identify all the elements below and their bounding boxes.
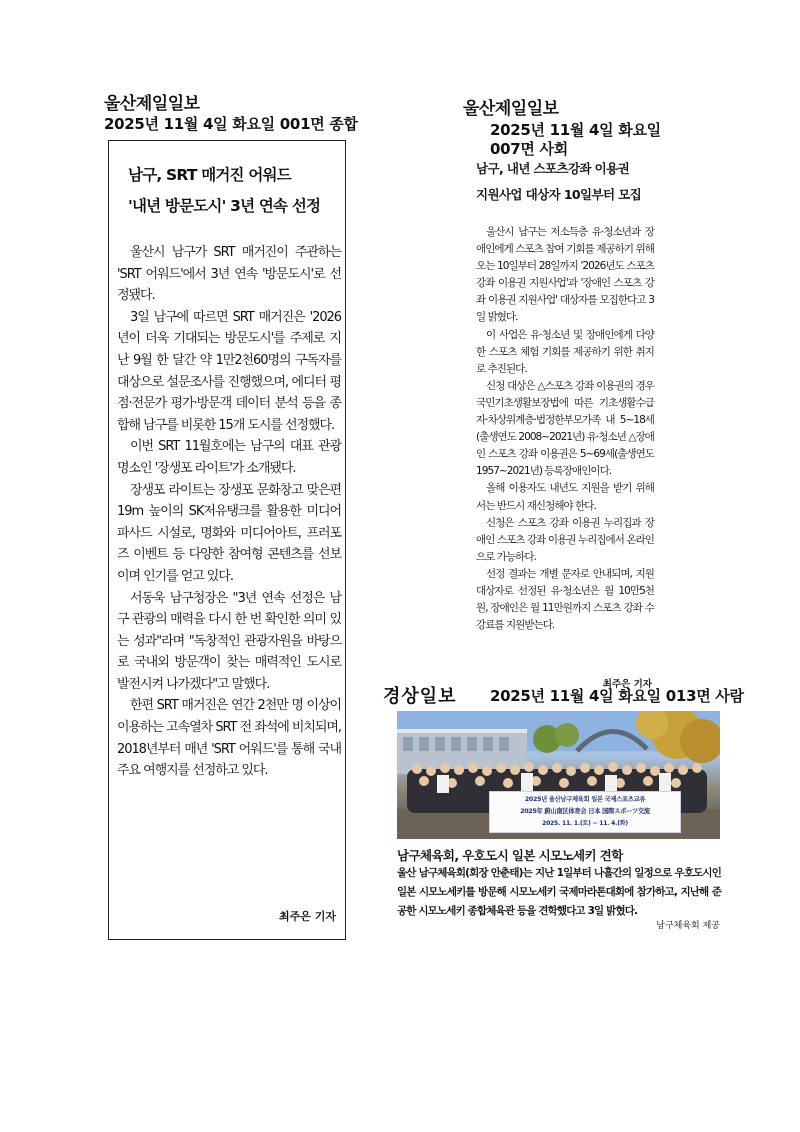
right-top-paragraph: 이 사업은 유·청소년 및 장애인에게 다양한 스포츠 체험 기회를 제공하기 위한 취지로 추진된다. — [476, 328, 654, 375]
event-banner — [489, 791, 681, 833]
left-paragraph: 이번 SRT 11월호에는 남구의 대표 관광 명소인 '장생포 라이트'가 소개됐다. — [117, 439, 341, 476]
left-paper-name: 울산제일일보 — [104, 94, 200, 114]
photo-caption: 남구체육회, 우호도시 일본 시모노세키 견학 — [397, 848, 623, 863]
left-paragraph: 울산시 남구가 SRT 매거진이 주관하는 'SRT 어워드'에서 3년 연속 '방문도시'로 선정됐다. — [117, 245, 341, 304]
left-paragraph: 한편 SRT 매거진은 연간 2천만 명 이상이 이용하는 고속열차 SRT 전 좌석에 비치되며, 2018년부터 매년 'SRT 어워드'를 통해 국내 주요 여행지를 선정하고 있다. — [117, 698, 341, 779]
right-top-paragraph: 신청은 스포츠 강좌 이용권 누리집과 장애인 스포츠 강좌 이용권 누리집에서 온라인으로 가능하다. — [476, 516, 654, 563]
right-top-paragraph: 선정 결과는 개별 문자로 안내되며, 지원대상자로 선정된 유·청소년은 월 10만5천원, 장애인은 월 11만원까지 스포츠 강좌 수강료를 지원받는다. — [476, 567, 654, 632]
right-bottom-paper-logo: 경상일보 — [383, 686, 457, 707]
left-article-body — [117, 242, 341, 782]
photo-article-body: 울산 남구체육회(회장 안춘태)는 지난 1일부터 나흘간의 일정으로 우호도시인 일본 시모노세키를 방문해 시모노세키 국제마라톤대회에 참가하고, 지난해 준공한 시모노세키 종합체육관 등을 견학했다고 3일 밝혔다. — [397, 867, 721, 917]
right-top-article-body — [476, 224, 654, 634]
left-paragraph: 서동욱 남구청장은 "3년 연속 선정은 남구 관광의 매력을 다시 한 번 확인한 의미 있는 성과"라며 "독창적인 관광자원을 바탕으로 국내외 방문객이 찾는 매력적인 도시로 발전시켜 나가겠다"고 말했다. — [117, 590, 341, 692]
left-headline — [128, 160, 343, 222]
left-dateline: 2025년 11월 4일 화요일 001면 종합 — [104, 115, 358, 133]
event-banner-line: 2025년 울산남구체육회 일본 국제스포츠교류 — [524, 796, 646, 803]
photo-credit: 남구체육회 제공 — [656, 921, 720, 931]
right-top-dateline-2: 007면 사회 — [490, 140, 568, 158]
right-top-headline-line: 지원사업 대상자 10일부터 모집 — [476, 187, 642, 202]
right-top-paragraph: 신청 대상은 △스포츠 강좌 이용권의 경우 국민기초생활보장법에 따른 기초생활수급자·차상위계층·법정한부모가족 내 5~18세(출생연도 2008~2021년) 유·청소년 △장애인 스포츠 강좌 이용권은 5~69세(출생연도 1957~2021년) 등록장애인이다. — [476, 379, 654, 478]
left-paragraph: 3일 남구에 따르면 SRT 매거진은 '2026년이 더욱 기대되는 방문도시'를 주제로 지난 9월 한 달간 약 1만2천60명의 구독자를 대상으로 설문조사를 진행했으며, 에디터 평점·전문가 평가·방문객 데이터 분석 등을 종합해 남구를 비롯한 15개 도시를 선정했다. — [117, 309, 341, 433]
left-headline-line: '내년 방문도시' 3년 연속 선정 — [128, 197, 321, 215]
left-paragraph: 장생포 라이트는 장생포 문화창고 맞은편 19m 높이의 SK저유탱크를 활용한 미디어파사드 시설로, 명화와 미디어아트, 프러포즈 이벤트 등 다양한 참여형 콘텐츠를 선보이며 인기를 얻고 있다. — [117, 482, 341, 584]
right-top-paper-name: 울산제일일보 — [463, 99, 559, 119]
right-bottom-dateline: 2025년 11월 4일 화요일 013면 사람 — [490, 687, 744, 705]
right-top-dateline-1: 2025년 11월 4일 화요일 — [490, 121, 661, 139]
event-banner-line: 2025. 11. 1.(토) ~ 11. 4.(화) — [542, 820, 628, 827]
right-top-headline-line: 남구, 내년 스포츠강좌 이용권 — [476, 161, 630, 176]
right-top-headline — [476, 156, 726, 208]
group-photo — [397, 711, 720, 839]
right-top-byline: 최주은 기자 — [602, 679, 652, 690]
right-top-paragraph: 울산시 남구는 저소득층 유·청소년과 장애인에게 스포츠 참여 기회를 제공하기 위해 오는 10일부터 28일까지 '2026년도 스포츠 강좌 이용권 지원사업'과 '장애인 스포츠 강좌 이용권 지원사업' 대상자를 모집한다고 3일 밝혔다. — [476, 226, 654, 324]
left-byline: 최주은 기자 — [279, 910, 336, 923]
right-top-paragraph: 올해 이용자도 내년도 지원을 받기 위해서는 반드시 재신청해야 한다. — [476, 482, 654, 512]
event-banner-line: 2025年 蔚山南区体育会 日本 国際スポーツ交流 — [520, 808, 650, 815]
left-headline-line: 남구, SRT 매거진 어워드 — [128, 166, 291, 184]
